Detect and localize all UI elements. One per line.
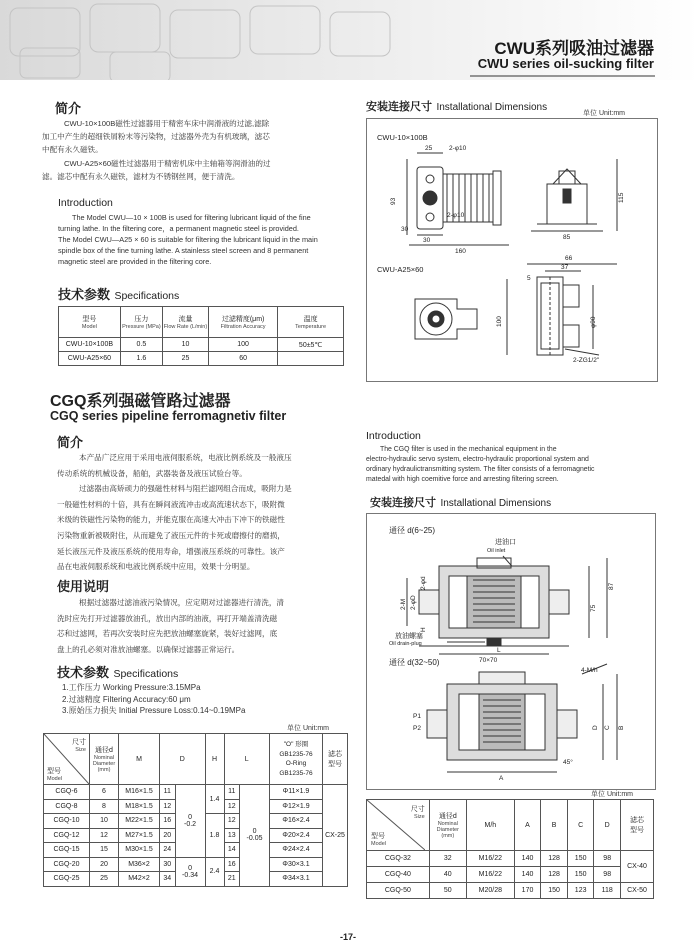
cgq-intro-line: 一般磁性材料的十倍，具有在瞬间液流冲击或高流速状态下，吸附微	[57, 499, 285, 509]
table-row: CGQ-12 12 M27×1.5 20 13 Φ20×2.4	[44, 828, 348, 843]
cwu-a25x60-drawing	[377, 264, 617, 355]
cgq-intro-line: 过滤器由高矫顽力的强磁性材料与阻拦滤网组合而成，吸附力是	[79, 484, 292, 494]
col-mh: M/h	[466, 800, 514, 851]
dim-label: 2-φ10	[447, 212, 465, 219]
dim-label: 4-M/h	[581, 667, 598, 674]
diag1-label: CWU-10×100B	[377, 133, 428, 142]
col-h: H	[205, 734, 224, 785]
cgq-intro-en-line: The CGQ filter is used in the mechanical equipment in the	[380, 446, 557, 453]
cgq-spec-items	[62, 682, 245, 717]
table-row: CGQ-6 6 M16×1.5 11 0 -0.2 1.4 11 0 -0.05 Φ11×1.9 CX-25	[44, 785, 348, 800]
table-row: CWU-A25×60 1.6 25 60	[59, 352, 344, 366]
cgq-small-drawing	[407, 556, 607, 654]
cgq-install-heading: 安装连接尺寸 Installational Dimensions	[370, 497, 552, 509]
dim-label: 160	[455, 248, 466, 255]
dim-label: 45°	[563, 759, 573, 766]
cwu-install-heading: 安装连接尺寸 Installational Dimensions	[366, 101, 548, 113]
cwu-intro-line: 滤。滤芯中配有永久磁铁，滤材为不锈钢丝网，便于清洗。	[42, 171, 240, 181]
dim-label: 87	[608, 582, 615, 590]
col-d: D	[160, 734, 206, 785]
table-row: CGQ-20 20 M36×2 30 0 -0.34 2.4 16 Φ30×3.1	[44, 857, 348, 872]
col-diameter: 通径d Nominal Diameter (mm)	[429, 800, 466, 851]
dim-label: 85	[563, 234, 571, 241]
col-a: A	[514, 800, 541, 851]
spec-item: 2.过滤精度 Filtering Accuracy:60 μm	[62, 694, 191, 704]
cwu-spec-heading: 技术参数 Specifications	[58, 287, 180, 302]
cgq-intro-en-line: ordinary hydraulictransmitting system. The filter consists of a ferromagnetic	[366, 466, 595, 473]
cwu-intro-en-line: The Model CWU—A25 × 60 is suitable for filtering the lubricant liquid in the main	[58, 235, 318, 244]
dim-label: A	[499, 775, 504, 782]
dim-label: 2-φ10	[449, 145, 467, 152]
dim-label: 66	[565, 255, 573, 262]
cgq-intro-en-heading: Introduction	[366, 430, 421, 442]
cwu-intro-en-line: turning lathe. In the filtering core，a permanent magnetic steel is provided.	[58, 224, 299, 233]
cgq-usage-line: 洗时应先打开过滤器放油孔，放出内部的油液，再打开端盖清洗磁	[57, 613, 278, 623]
page-title-cn: CWU系列吸油过滤器	[494, 39, 654, 58]
cwu-intro-line: CWU-A25×60磁性过滤器用于精密机床中主轴箱等润滑油的过	[64, 158, 271, 168]
cwu-intro-en-heading: Introduction	[58, 197, 113, 209]
cwu-intro-en-line: The Model CWU—10 × 100B is used for filtering lubricant liquid of the fine	[72, 213, 311, 222]
col-size-model: 尺寸 Size 型号 Model	[367, 800, 430, 851]
table-row: CWU-10×100B 0.5 10 100 50±5℃	[59, 338, 344, 352]
table-row: CGQ-40 40 M16/22 140 128 150 98	[367, 867, 654, 883]
dim-label: B	[618, 725, 625, 730]
cgq-diagram-frame	[366, 513, 656, 790]
dim-label: 100	[496, 316, 503, 327]
table-row: CGQ-32 32 M16/22 140 128 150 98 CX-40	[367, 851, 654, 867]
diag3-inlet-cn: 进油口	[495, 539, 516, 546]
col-oring: "O" 形圈 GB1235-76 O-Ring GB1235-76	[270, 734, 323, 785]
cwu-drawings	[367, 119, 657, 381]
cwu-intro-line: CWU-10×100B磁性过滤器用于精密车床中润滑液的过滤,滤除	[64, 119, 270, 128]
cgq-usage	[57, 595, 357, 657]
cgq-intro-en-line: electro-hydraulic servo system, electro-hydraulic proportional system and	[366, 456, 589, 463]
table-row: CGQ-25 25 M42×2 34 21 Φ34×3.1	[44, 872, 348, 887]
cgq-intro-en	[366, 445, 666, 485]
dim-label: 93	[390, 197, 397, 205]
col-temperature: 温度 Temperature	[278, 307, 344, 338]
dim-label: H	[420, 627, 427, 632]
dim-label: 30	[401, 226, 409, 233]
cgq-usage-line: 盘上的孔必须对准放油螺塞。以确保过滤器正常运行。	[57, 644, 240, 654]
cwu-spec-table	[58, 306, 344, 366]
col-pressure: 压力 Pressure (MPa)	[120, 307, 162, 338]
dim-label: 70×70	[479, 657, 498, 664]
cgq-intro-line: 品在电液伺服系统和电液比例系统中应用，效果十分明显。	[57, 562, 255, 572]
cgq-usage-line: 根据过滤器过滤油液污染情况，应定期对过滤器进行清洗，清	[79, 598, 285, 607]
dim-label: C	[604, 725, 611, 730]
col-b: B	[541, 800, 568, 851]
cgq-intro-line: 传动系统的机械设备，船舶，武器装备及液压试验台等。	[57, 468, 247, 478]
cgq-usage-heading: 使用说明	[57, 579, 110, 594]
dim-label: D	[592, 725, 599, 730]
cgq-intro-line: 污染物重新被吸附住，从而避免了液压元件的卡死或磨擦付的磨损，	[57, 530, 285, 540]
table-row: CGQ-50 50 M20/28 170 150 123 118 CX-50	[367, 883, 654, 899]
cwu-intro-cn	[42, 117, 352, 183]
diag2-label: CWU-A25×60	[377, 265, 424, 274]
cgq-intro-line: 本产品广泛应用于采用电液伺服系统，电液比例系统及一般液压	[79, 453, 292, 462]
col-d: D	[594, 800, 621, 851]
dim-label: 5	[527, 275, 531, 282]
cwu-intro-line: 中配有永久磁铁。	[42, 145, 103, 155]
page-title-en: CWU series oil-sucking filter	[477, 56, 654, 71]
col-accuracy: 过滤精度(μm) Filtration Accuracy	[208, 307, 277, 338]
diag3-label: 通径 d(6~25)	[389, 526, 436, 535]
cgq-intro-heading: 简介	[57, 435, 84, 450]
cwu-10x100b-drawing	[377, 133, 617, 245]
table-row: CGQ-8 8 M18×1.5 12 12 Φ12×1.9	[44, 799, 348, 814]
table-row: CGQ-15 15 M30×1.5 24 14 Φ24×2.4	[44, 843, 348, 858]
cwu-intro-en-line: magnetic steel are provided in the filtering core.	[58, 257, 212, 266]
cwu-unit: 单位 Unit:mm	[583, 110, 625, 117]
cgq-table-unit: 单位 Unit:mm	[287, 725, 329, 732]
table-row: CGQ-10 10 M22×1.5 16 1.8 12 Φ16×2.4	[44, 814, 348, 829]
col-m: M	[119, 734, 160, 785]
cgq-usage-line: 芯和过滤网，若再次安装时应先把放油螺塞旋紧，装好过滤网，底	[57, 629, 278, 639]
dim-label: 115	[618, 192, 625, 203]
dim-label: 2-M	[400, 598, 407, 610]
col-core: 滤芯 型号	[620, 800, 653, 851]
cgq-large-table	[366, 799, 654, 899]
cwu-intro-en-line: spindle box of the fine turning lathe. A stainless steel screen and 8 permanent	[58, 246, 309, 255]
cgq-intro-en-line: matedal with high coemitive force and arresting filtering screen.	[366, 476, 559, 483]
cgq-title-cn: CGQ系列强磁管路过滤器	[50, 393, 231, 410]
cgq-intro-cn	[57, 450, 357, 575]
col-c: C	[567, 800, 594, 851]
cgq-spec-heading: 技术参数 Specifications	[57, 665, 179, 680]
cgq-dim-table	[43, 733, 348, 887]
dim-label: φ90	[590, 316, 597, 328]
page-number: -17-	[340, 932, 357, 942]
dim-label: P2	[413, 725, 421, 732]
dim-label: P1	[413, 713, 421, 720]
dim-label: 75	[590, 604, 597, 612]
dim-label: L	[497, 647, 501, 654]
col-size-model: 尺寸 Size 型号 Model	[44, 734, 90, 785]
col-l: L	[224, 734, 270, 785]
cgq-title-en: CGQ series pipeline ferromagnetiv filter	[50, 409, 287, 423]
dim-label: 25	[425, 145, 433, 152]
cgq-table2-unit: 单位 Unit:mm	[591, 791, 633, 798]
cwu-intro-line: 加工中产生的超细铁屑粉末等污染物，过滤器外壳为有机玻璃，滤芯	[42, 132, 270, 142]
diag3-inlet-en: Oil inlet	[487, 548, 506, 554]
dim-label: 2-φD	[410, 595, 417, 610]
col-core: 滤芯 型号	[323, 734, 348, 785]
spec-item: 3.原始压力损失 Initial Pressure Loss:0.14~0.19MPa	[62, 706, 246, 715]
cwu-diagram-frame	[366, 118, 658, 382]
col-diameter: 通径d Nominal Diameter (mm)	[90, 734, 119, 785]
cgq-intro-line: 米级的铁磁性污染物的能力，并能克服在高速大冲击下冲下的铁磁性	[57, 515, 285, 525]
col-model: 型号 Model	[59, 307, 121, 338]
spec-item: 1.工作压力 Working Pressure:3.15MPa	[62, 683, 201, 692]
col-flow: 流量 Flow Rate (L/min)	[163, 307, 209, 338]
cgq-drawings	[367, 514, 655, 789]
cwu-intro-heading: 简介	[55, 101, 82, 116]
diag3-plug-cn: 放油螺塞	[395, 633, 423, 640]
diag3-plug-en: Oil drain-plug	[389, 641, 422, 647]
cwu-intro-en	[58, 212, 358, 267]
dim-label: 2-φd	[420, 576, 427, 590]
dim-label: 2-ZG1/2"	[573, 357, 600, 364]
dim-label: 37	[561, 264, 569, 271]
diag4-label: 通径 d(32~50)	[389, 658, 440, 667]
cgq-large-drawing	[427, 664, 617, 772]
dim-label: 30	[423, 237, 431, 244]
cgq-intro-line: 延长液压元件及液压系统的使用寿命，增强液压系统的可靠性。该产	[57, 546, 285, 556]
